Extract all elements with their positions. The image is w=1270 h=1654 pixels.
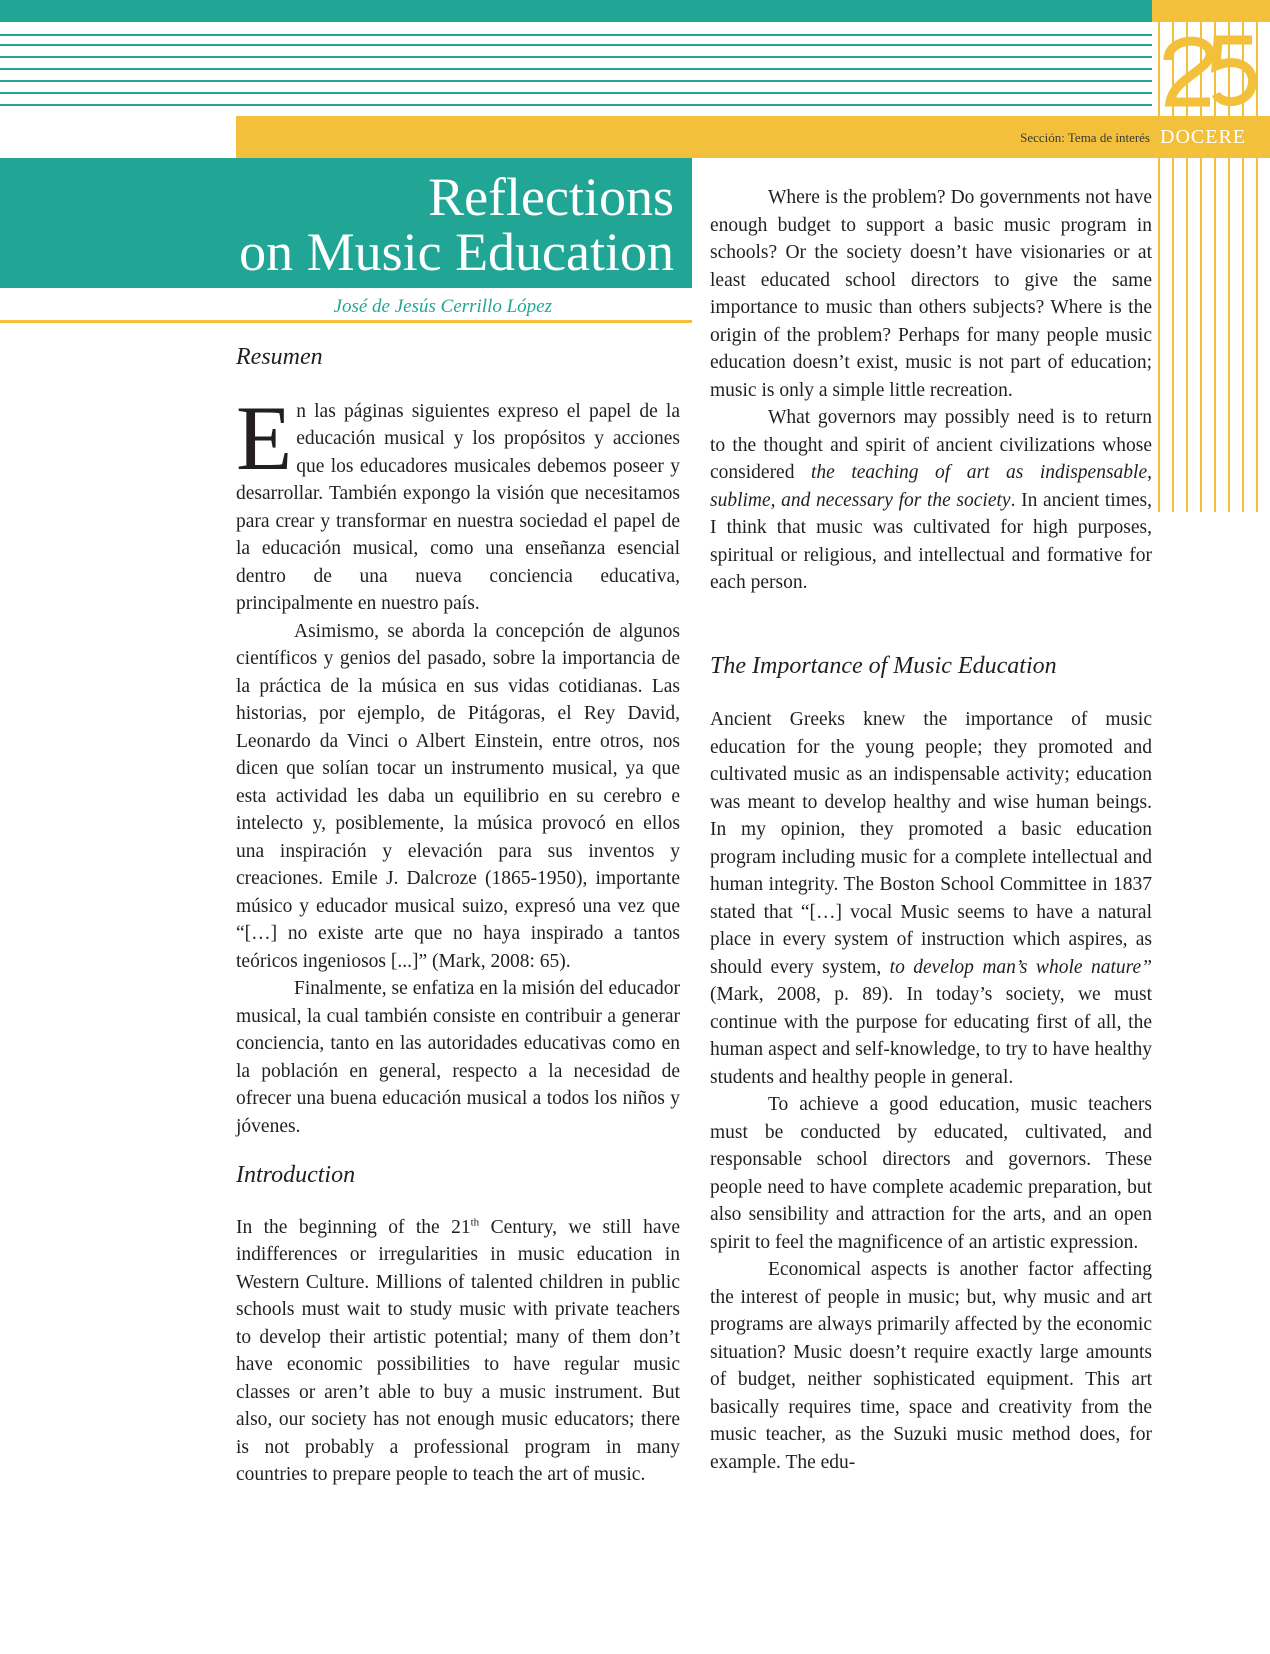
title-line-1: Reflections <box>428 167 674 227</box>
emphasis-text: to develop man’s whole nature” <box>889 956 1152 978</box>
header-rule <box>0 34 1152 36</box>
introduction-paragraph <box>710 404 1152 597</box>
header-rule <box>0 44 1152 46</box>
introduction-heading: Introduction <box>236 1162 356 1188</box>
importance-paragraph: To achieve a good education, music teachers must be conducted by educated, cultivated, and responsable school directors and governors. These people need to have complete academic preparation, but also sensibility and attraction for the arts, and an open spirit to feel the magnificence of an artistic expression. <box>710 1094 1152 1253</box>
header-teal-bar <box>0 0 1152 22</box>
header-yellow-corner <box>1152 0 1270 22</box>
importance-paragraph <box>710 706 1152 1091</box>
paragraph-text: In the beginning of the 21 <box>236 1216 471 1238</box>
header-rule <box>0 68 1152 70</box>
paragraph-text: (Mark, 2008, p. 89). In today’s society, we must continue with the purpose for educating first of all, the human aspect and self-knowledge, to try to have healthy students and healthy people in general. <box>710 984 1152 1088</box>
header-rule <box>0 56 1152 58</box>
right-column <box>710 184 1152 1476</box>
importance-heading: The Importance of Music Education <box>710 652 1057 679</box>
emphasis-text: the teaching of art as indispensable, sublime, and necessary for the society <box>710 462 1152 511</box>
resumen-paragraph <box>236 386 680 618</box>
article-title <box>239 167 692 282</box>
paragraph-text: Ancient Greeks knew the importance of music education for the young people; they promoted and cultivated music as an indispensable activity; education was meant to develop healthy and wise human beings. In my opinion, they promoted a basic education program including music for a complete intellectual and human integrity. The Boston School Committee in 1837 stated that “[…] vocal Music seems to have a natural place in every system of instruction which aspires, as should every system, <box>710 709 1152 978</box>
docere-25-logo-icon <box>1160 30 1258 110</box>
header-rule <box>0 92 1152 94</box>
header-rule <box>0 80 1152 82</box>
section-label: Sección: Tema de interés <box>1020 130 1150 145</box>
title-block <box>0 158 692 288</box>
introduction-paragraph: Where is the problem? Do governments not have enough budget to support a basic music program in schools? Or the society doesn’t have visionaries or at least educated school directors to give the same importance to music than others subjects? Where is the origin of the problem? Perhaps for many people music education doesn’t exist, music is not part of education; music is only a simple little recreation. <box>710 187 1152 401</box>
paragraph-text: . In ancient times, I think that music was cultivated for high purposes, spiritual or religious, and intellectual and formative for each person. <box>710 489 1153 593</box>
journal-name: DOCERE <box>1160 126 1246 148</box>
author-name: José de Jesús Cerrillo López <box>333 296 552 317</box>
introduction-paragraph <box>236 1214 680 1489</box>
resumen-heading: Resumen <box>236 344 323 370</box>
paragraph-text: Century, we still have indifferences or irregularities in music education in Western Culture. Millions of talented children in public schools must wait to study music with private teachers to develop their artistic potential; many of them don’t have economic possibilities to have regular music classes or aren’t able to buy a music instrument. But also, our society has not enough music educators; there is not probably a professional program in many countries to prepare people to teach the art of music. <box>236 1216 680 1485</box>
title-line-2: on Music Education <box>239 222 674 282</box>
drop-cap: E <box>236 386 293 489</box>
resumen-paragraph: Finalmente, se enfatiza en la misión del educador musical, la cual también consiste en contribuir a generar conciencia, tanto en las autoridades educativas como en la población en general, respecto a la necesidad de ofrecer una buena educación musical a todos los niños y jóvenes. <box>236 978 680 1137</box>
importance-paragraph: Economical aspects is another factor affecting the interest of people in music; but, why music and art programs are always primarily affected by the economic situation? Music doesn’t require exactly large amounts of budget, neither sophisticated equipment. This art basically requires time, space and creativity from the music teacher, as the Suzuki music method does, for example. The edu- <box>710 1259 1152 1473</box>
superscript: th <box>470 1216 480 1228</box>
paragraph-text: What governors may possibly need is to return to the thought and spirit of ancient civilizations whose considered <box>710 407 1152 483</box>
left-column <box>236 344 680 1489</box>
author-rule <box>0 320 692 323</box>
resumen-paragraph: Asimismo, se aborda la concepción de algunos científicos y genios del pasado, sobre la importancia de la práctica de la música en sus vidas cotidianas. Las historias, por ejemplo, de Pitágoras, el Rey David, Leonardo da Vinci o Albert Einstein, entre otros, nos dicen que solían tocar un instrumento musical, ya que esta actividad les daba un equilibrio en su cerebro e intelecto y, posiblemente, la música provocó en ellos una inspiración y elevación para sus inventos y creaciones. Emile J. Dalcroze (1865-1950), importante músico y educador musical suizo, expresó una vez que “[…] no existe arte que no haya inspirado a tantos teóricos ingeniosos [...]” (Mark, 2008: 65). <box>236 620 680 972</box>
header-rule <box>0 104 1152 106</box>
resumen-paragraph-text: n las páginas siguientes expreso el papel de la educación musical y los propósitos y acciones que los educadores musicales debemos poseer y desarrollar. También expongo la visión que necesitamos para crear y transformar en nuestra sociedad el papel de la educación musical, como una enseñanza esencial dentro de una nueva conciencia educativa, principalmente en nuestro país. <box>236 400 680 614</box>
